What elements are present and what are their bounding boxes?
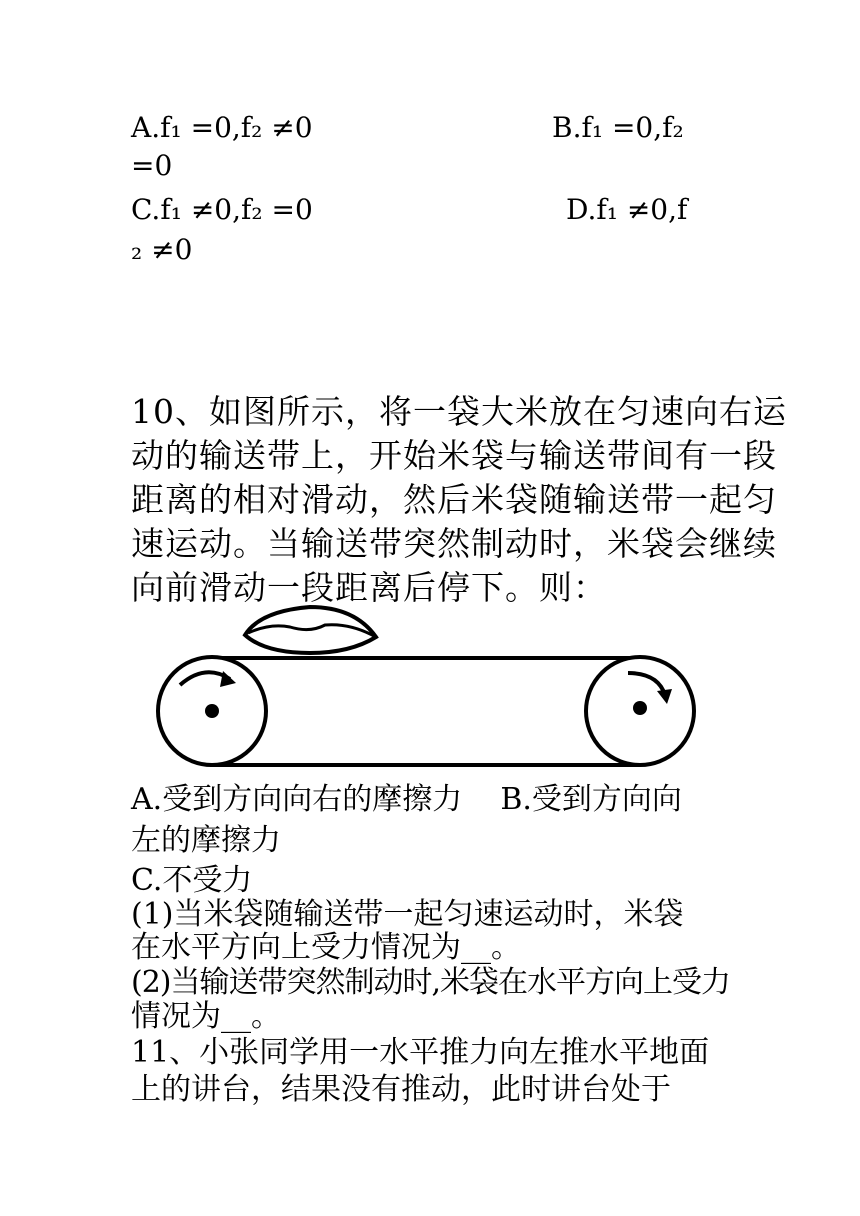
q9-option-a: A.f₁ =0,f₂ ≠0 bbox=[131, 111, 313, 144]
q10-stem-line: 速运动。当输送带突然制动时，米袋会继续 bbox=[131, 524, 777, 563]
q10-stem-line: 向前滑动一段距离后停下。则： bbox=[131, 568, 607, 607]
q11-stem-line: 上的讲台，结果没有推动，此时讲台处于 bbox=[131, 1072, 671, 1107]
q10-sub1-line: 在水平方向上受力情况为__。 bbox=[131, 930, 521, 965]
q9-option-b-continued: =0 bbox=[131, 149, 173, 182]
q9-option-b: B.f₁ =0,f₂ bbox=[552, 111, 684, 144]
q10-sub2-line: 情况为__。 bbox=[131, 999, 281, 1034]
q10-options-line: C.不受力 bbox=[131, 863, 253, 898]
conveyor-belt-figure bbox=[150, 603, 705, 773]
q10-stem-line: 动的输送带上，开始米袋与输送带间有一段 bbox=[131, 436, 777, 475]
right-pulley-axle bbox=[633, 701, 647, 715]
q10-sub1-line: (1)当米袋随输送带一起匀速运动时，米袋 bbox=[131, 897, 684, 932]
q10-options-line: 左的摩擦力 bbox=[131, 823, 281, 858]
q9-option-d-continued: ₂ ≠0 bbox=[131, 233, 193, 266]
q9-option-d: D.f₁ ≠0,f bbox=[566, 193, 688, 226]
q10-stem-line: 距离的相对滑动，然后米袋随输送带一起匀 bbox=[131, 480, 777, 519]
q10-stem-line: 10、如图所示，将一袋大米放在匀速向右运 bbox=[131, 392, 787, 431]
q10-options-line: A.受到方向向右的摩擦力 B.受到方向向 bbox=[131, 782, 682, 817]
q11-stem-line: 11、小张同学用一水平推力向左推水平地面 bbox=[131, 1035, 710, 1070]
left-pulley-axle bbox=[205, 704, 219, 718]
q10-sub2-line: (2)当输送带突然制动时,米袋在水平方向上受力 bbox=[131, 965, 731, 1000]
q9-option-c: C.f₁ ≠0,f₂ =0 bbox=[131, 193, 313, 226]
